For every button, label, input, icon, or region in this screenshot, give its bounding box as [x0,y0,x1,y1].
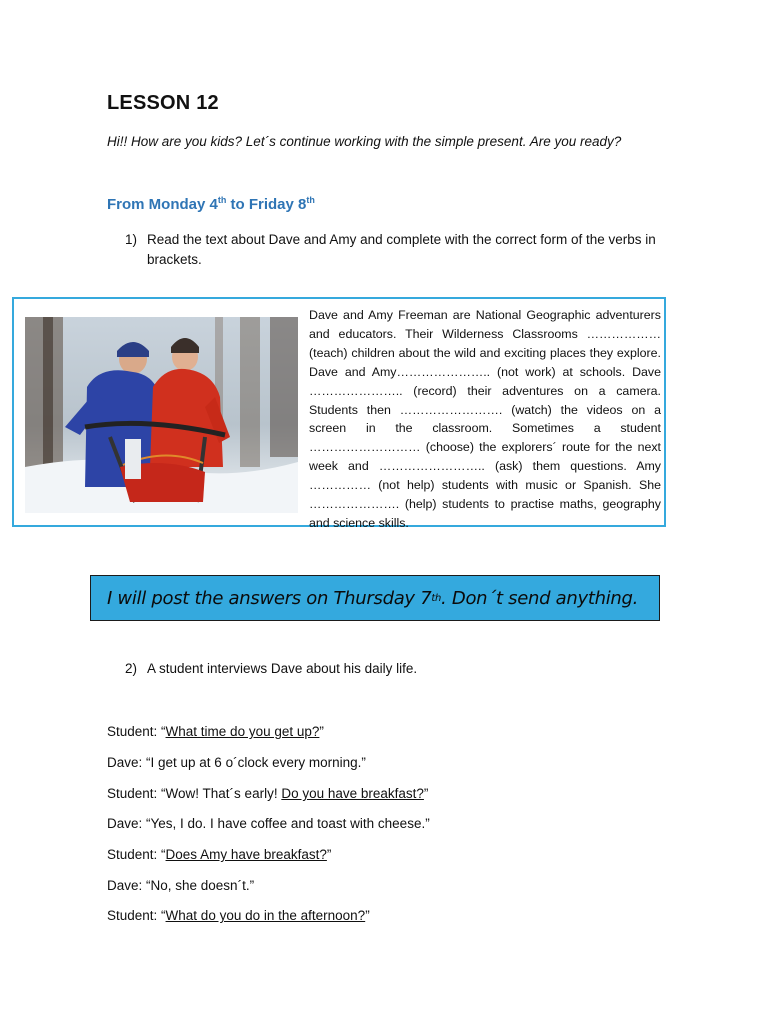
dialogue-line [107,786,428,801]
date-heading-middle: to Friday 8 [226,196,307,213]
dialogue-line-post: ” [319,724,324,739]
dialogue-line [107,878,254,893]
dog-sled-photo [25,317,298,513]
dialogue-line-question: What time do you get up? [165,724,320,739]
intro-text: Hi!! How are you kids? Let´s continue working with the simple present. Are you ready? [107,134,622,149]
date-heading-sup2: th [306,195,315,205]
dialogue-line-pre: Dave: “No, she doesn´t.” [107,878,255,893]
dialogue-line-pre: Student: “ [107,847,166,862]
dog-sled-photo-image [25,317,298,513]
exercise-2-instruction-text: A student interviews Dave about his daily life. [147,661,418,676]
dialogue-line-pre: Student: “Wow! That´s early! [107,786,282,801]
dialogue-line-post: ” [423,786,429,801]
notice-text-after: . Don´t send anything. [441,587,639,609]
dialogue-line-question: Do you have breakfast? [281,786,424,801]
dialogue-line [107,908,370,923]
lesson-title: LESSON 12 [107,92,219,114]
exercise-1-instruction-text: Read the text about Dave and Amy and complete with the correct form of the verbs in brackets. [147,232,656,267]
exercise-2-number: 2) [125,661,138,676]
dialogue-line-question: What do you do in the afternoon? [165,908,366,923]
dialogue-line [107,816,430,831]
date-heading-prefix: From Monday 4 [107,196,218,213]
dialogue-line [107,847,331,862]
dialogue-line-post: ” [365,908,370,923]
dialogue-line-post: ” [326,847,332,862]
date-heading [107,195,315,213]
exercise-2-instruction [125,661,665,676]
dialogue-line [107,755,366,770]
dialogue-line-pre: Student: “ [107,908,166,923]
reading-text: Dave and Amy Freeman are National Geographic adventurers and educators. Their Wilderness Classrooms ……………… (teach) children about the wild and exciting places they explore. Dave and Amy………………….. (not work) at schools. Dave ………………….. (record) their adventures on a camera. Students then ……………………. (watch) the videos on a screen in the classroom. Sometimes a student ……………………… (choose) the explorers´ route for the next week and …………………….. (ask) them questions. Amy …………… (not help) students with music or Spanish. She …………………. (help) students to practise maths, geography and science skills. [309,308,661,530]
dialogue-line [107,724,324,739]
notice-banner [90,575,660,621]
exercise-1-number: 1) [125,232,138,247]
date-heading-sup1: th [217,195,227,205]
notice-text-before: I will post the answers on Thursday 7 [107,587,432,609]
dialogue-line-question: Does Amy have breakfast? [165,847,327,862]
dialogue-line-pre: Dave: “Yes, I do. I have coffee and toast with cheese.” [107,816,430,831]
exercise-1-instruction [125,230,665,270]
dialogue-line-pre: Dave: “I get up at 6 o´clock every morning.” [107,755,366,770]
notice-sup: th [431,592,442,604]
dialogue-line-pre: Student: “ [107,724,166,739]
